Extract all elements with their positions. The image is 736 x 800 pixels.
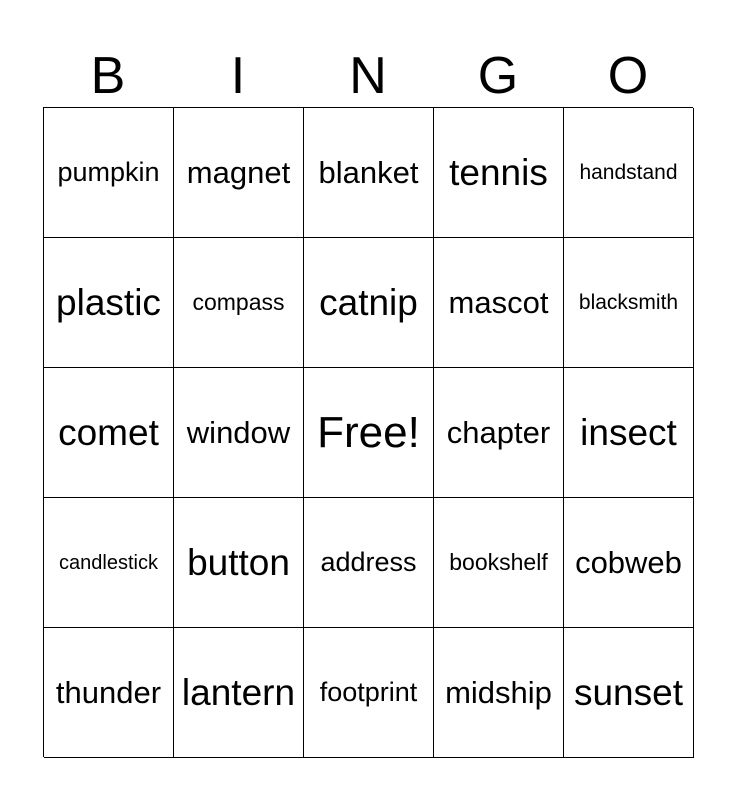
- bingo-cell: chapter: [434, 368, 564, 498]
- bingo-cell: blacksmith: [564, 238, 694, 368]
- bingo-cell: mascot: [434, 238, 564, 368]
- header-letter-o: O: [607, 47, 649, 105]
- bingo-cell: sunset: [564, 628, 694, 758]
- header-letter-n: N: [349, 47, 387, 105]
- bingo-cell: catnip: [304, 238, 434, 368]
- bingo-cell: insect: [564, 368, 694, 498]
- header-letter-g: G: [477, 47, 519, 105]
- bingo-cell: address: [304, 498, 434, 628]
- bingo-cell: footprint: [304, 628, 434, 758]
- bingo-cell: candlestick: [44, 498, 174, 628]
- bingo-cell: handstand: [564, 108, 694, 238]
- bingo-board: [43, 107, 693, 757]
- bingo-cell: lantern: [174, 628, 304, 758]
- bingo-cell: compass: [174, 238, 304, 368]
- header-letter-i: I: [230, 47, 246, 105]
- bingo-cell: bookshelf: [434, 498, 564, 628]
- bingo-cell: thunder: [44, 628, 174, 758]
- bingo-cell: magnet: [174, 108, 304, 238]
- bingo-cell: blanket: [304, 108, 434, 238]
- bingo-cell: midship: [434, 628, 564, 758]
- bingo-header: [43, 44, 693, 108]
- bingo-cell: window: [174, 368, 304, 498]
- bingo-cell: comet: [44, 368, 174, 498]
- bingo-cell: pumpkin: [44, 108, 174, 238]
- bingo-cell: cobweb: [564, 498, 694, 628]
- free-space-cell: Free!: [304, 368, 434, 498]
- bingo-cell: tennis: [434, 108, 564, 238]
- bingo-cell: plastic: [44, 238, 174, 368]
- header-letter-b: B: [90, 47, 126, 105]
- bingo-cell: button: [174, 498, 304, 628]
